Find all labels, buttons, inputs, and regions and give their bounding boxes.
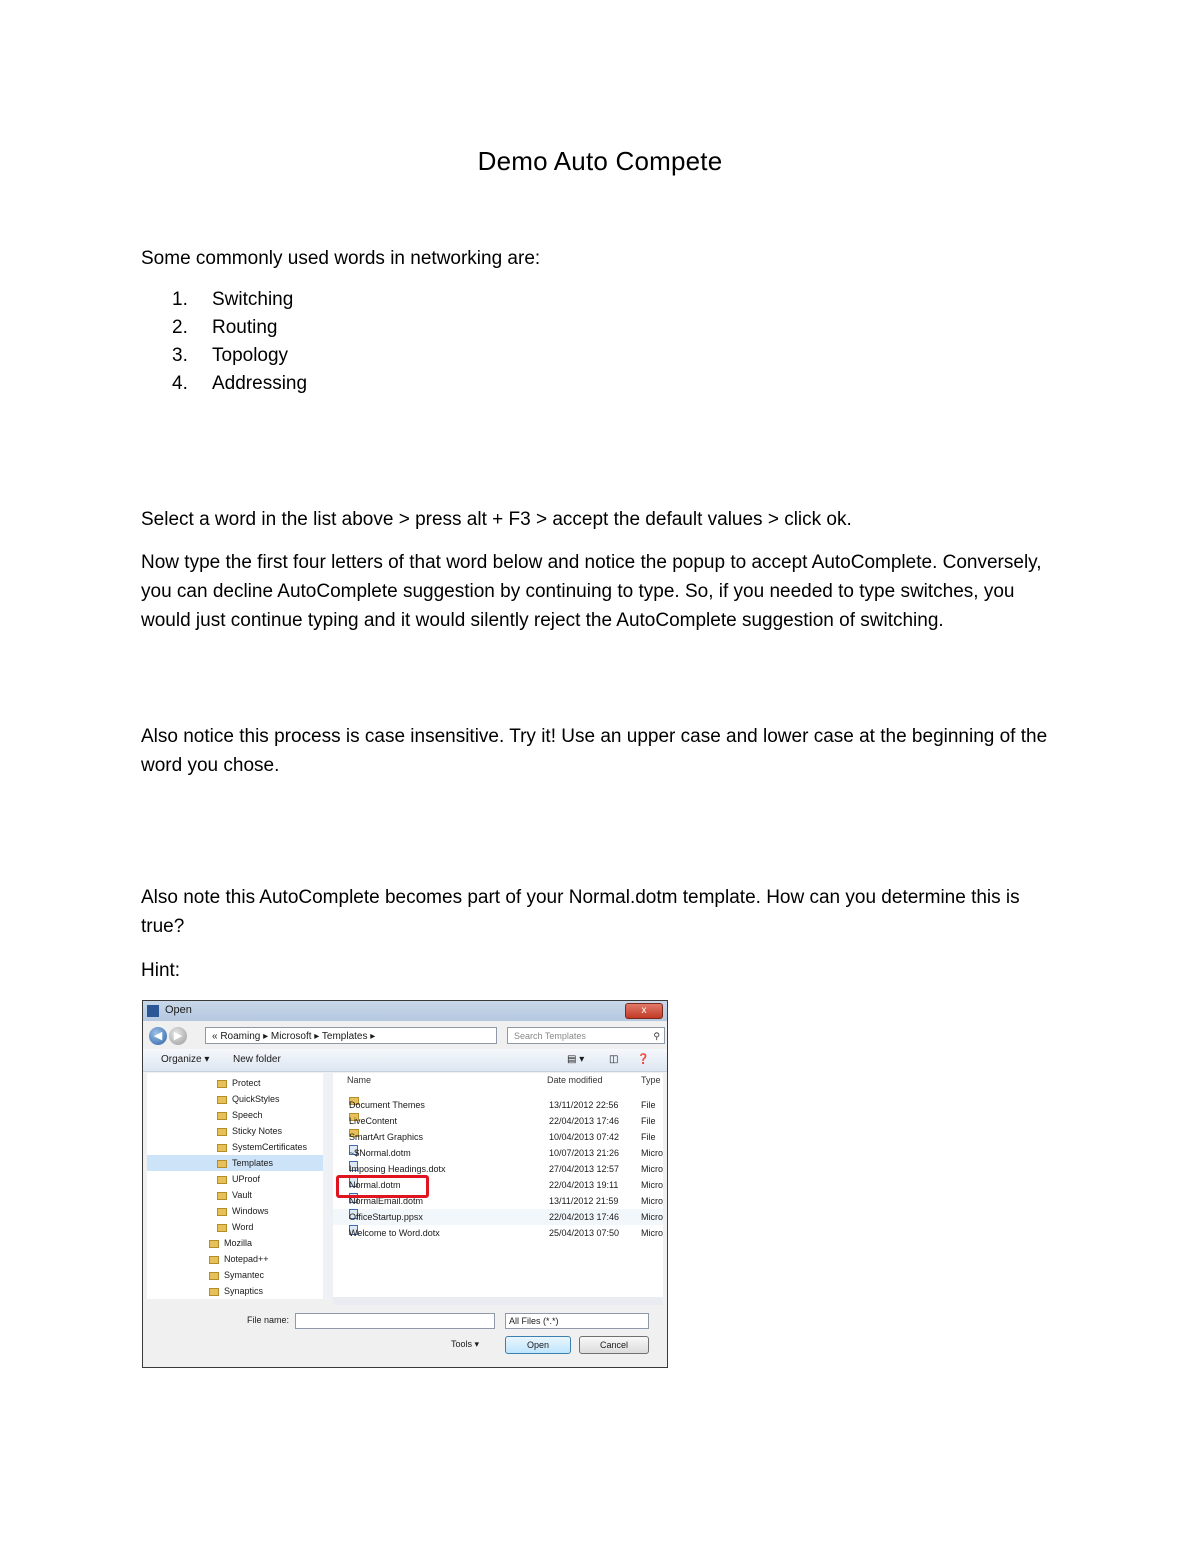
file-row: OfficeStartup.ppsx 22/04/2013 17:46 Micro — [333, 1209, 663, 1225]
folder-icon — [217, 1128, 227, 1136]
tree-item: UProof — [217, 1171, 260, 1187]
folder-icon — [217, 1096, 227, 1104]
file-type-select: All Files (*.*) — [505, 1313, 649, 1329]
view-icon: ▤ ▾ — [567, 1054, 585, 1065]
list-item: 2. Routing — [172, 317, 278, 338]
word-icon — [147, 1005, 159, 1017]
dialog-footer — [143, 1307, 667, 1368]
highlight-box — [336, 1175, 429, 1198]
search-icon: ⚲ — [653, 1031, 660, 1041]
intro-paragraph: Some commonly used words in networking are: — [141, 248, 541, 269]
file-row: Document Themes 13/11/2012 22:56 File — [333, 1097, 663, 1113]
file-row-normal-dotm: Normal.dotm 22/04/2013 19:11 Micro — [333, 1177, 663, 1193]
close-button: x — [625, 1003, 663, 1019]
folder-icon — [217, 1160, 227, 1168]
folder-icon — [217, 1176, 227, 1184]
hint-label: Hint: — [141, 960, 181, 981]
folder-icon — [209, 1256, 219, 1264]
tree-item: Word — [217, 1219, 253, 1235]
folder-icon — [209, 1240, 219, 1248]
tree-item: Synaptics — [209, 1283, 263, 1299]
tree-item: Symantec — [209, 1267, 264, 1283]
folder-icon — [217, 1144, 227, 1152]
tree-item: Notepad++ — [209, 1251, 269, 1267]
folder-tree — [147, 1073, 331, 1299]
file-list-scrollbar — [333, 1297, 663, 1305]
tree-item: Speech — [217, 1107, 263, 1123]
address-bar — [147, 1025, 665, 1047]
file-row: NormalEmail.dotm 13/11/2012 21:59 Micro — [333, 1193, 663, 1209]
folder-icon — [217, 1080, 227, 1088]
column-header-type: Type — [641, 1075, 661, 1085]
list-item: 3. Topology — [172, 345, 289, 366]
open-button: Open — [505, 1336, 571, 1354]
column-header-date: Date modified — [547, 1075, 603, 1085]
back-icon: ◀ — [149, 1027, 167, 1045]
file-row: Welcome to Word.dotx 25/04/2013 07:50 Micro — [333, 1225, 663, 1241]
folder-icon — [209, 1272, 219, 1280]
folder-icon — [209, 1288, 219, 1296]
breadcrumb: « Roaming ▸ Microsoft ▸ Templates ▸ — [205, 1027, 497, 1044]
file-row: LiveContent 22/04/2013 17:46 File — [333, 1113, 663, 1129]
list-item: 1. Switching — [172, 289, 294, 310]
tree-scrollbar — [323, 1073, 331, 1299]
instruction-paragraph: Select a word in the list above > press alt + F3 > accept the default values > click ok. — [141, 509, 852, 530]
autocomplete-paragraph: Now type the first four letters of that word below and notice the popup to accept AutoComplete. Conversely, you can decline AutoComplete suggestion by continuing to type. So, if you needed to type switches, you would just continue typing and it would silently reject the AutoComplete suggestion of switching. — [141, 552, 1042, 631]
forward-icon: ▶ — [169, 1027, 187, 1045]
dialog-titlebar — [143, 1001, 667, 1021]
tree-item-selected: Templates — [147, 1155, 323, 1171]
folder-icon — [217, 1208, 227, 1216]
dialog-title: Open — [165, 1004, 192, 1016]
preview-icon: ◫ — [609, 1054, 619, 1065]
tree-item: QuickStyles — [217, 1091, 280, 1107]
numbered-list — [172, 286, 307, 398]
case-paragraph: Also notice this process is case insensitive. Try it! Use an upper case and lower case at the beginning of the word you chose. — [141, 726, 1048, 776]
open-dialog-screenshot — [142, 1000, 668, 1368]
folder-icon — [217, 1224, 227, 1232]
file-name-label: File name: — [247, 1315, 290, 1325]
organize-button: Organize ▾ — [161, 1054, 210, 1065]
file-row: SmartArt Graphics 10/04/2013 07:42 File — [333, 1129, 663, 1145]
cancel-button: Cancel — [579, 1336, 649, 1354]
folder-icon — [217, 1112, 227, 1120]
file-row: Imposing Headings.dotx 27/04/2013 12:57 Micro — [333, 1161, 663, 1177]
tree-item: Mozilla — [209, 1235, 252, 1251]
column-header-name: Name — [347, 1075, 372, 1085]
tools-menu: Tools ▾ — [451, 1339, 480, 1349]
folder-icon — [217, 1192, 227, 1200]
dialog-toolbar — [143, 1049, 667, 1072]
file-row: ~$Normal.dotm 10/07/2013 21:26 Micro — [333, 1145, 663, 1161]
page-title: Demo Auto Compete — [477, 146, 723, 176]
list-item: 4. Addressing — [172, 373, 308, 394]
new-folder-button: New folder — [233, 1054, 281, 1065]
tree-item: Vault — [217, 1187, 252, 1203]
tree-item: Sticky Notes — [217, 1123, 282, 1139]
help-icon: ❓ — [637, 1054, 650, 1065]
search-input: Search Templates ⚲ — [507, 1027, 665, 1044]
tree-item: SystemCertificates — [217, 1139, 307, 1155]
file-name-field — [295, 1313, 495, 1329]
tree-item: Protect — [217, 1075, 261, 1091]
template-paragraph: Also note this AutoComplete becomes part of your Normal.dotm template. How can you determine this is true? — [141, 887, 1020, 937]
tree-item: Windows — [217, 1203, 269, 1219]
